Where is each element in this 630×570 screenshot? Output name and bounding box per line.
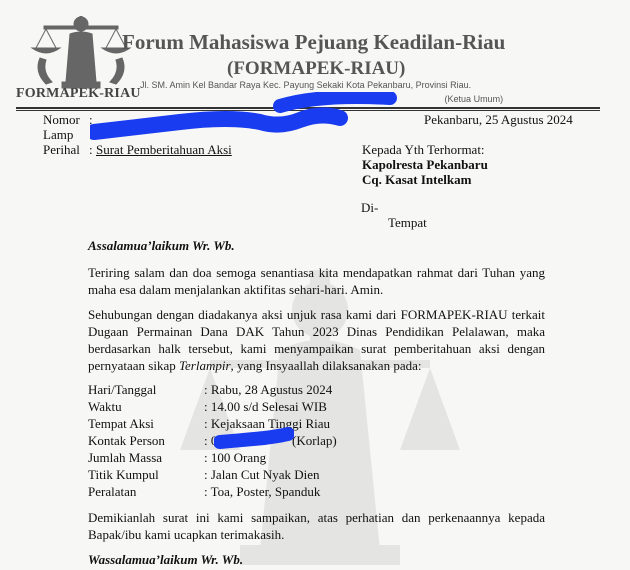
lamp-label: Lamp: [43, 127, 74, 142]
greeting: Assalamua’laikum Wr. Wb.: [88, 238, 235, 253]
detail-value: : Toa, Poster, Spanduk: [204, 484, 321, 499]
justice-statue-icon: [26, 8, 136, 92]
detail-label: Tempat Aksi: [88, 416, 154, 431]
paragraph-purpose: Sehubungan dengan diadakanya aksi unjuk rasa kami dari FORMAPEK-RIAU terkait Dugaan Permainan Dana DAK Tahun 2023 Dinas Pendidikan Pelalawan, maka berdasarkan halk tersebut, kami menyampaikan surat pemberitahuan aksi dengan pernyataan sikap Terlampir, yang Insyaallah dilaksanakan pada:: [88, 307, 545, 373]
closing-greeting: Wassalamua’laikum Wr. Wb.: [88, 552, 244, 567]
recipient-tempat: Tempat: [388, 215, 427, 230]
org-name: Forum Mahasiswa Pejuang Keadilan-Riau: [122, 30, 506, 54]
detail-value: : Rabu, 28 Agustus 2024: [204, 382, 333, 397]
nomor-colon: :: [89, 112, 93, 127]
perihal-colon: :: [89, 142, 93, 157]
detail-value: : 100 Orang: [204, 450, 267, 465]
org-address: Jl. SM. Amin Kel Bandar Raya Kec. Payung Sekaki Kota Pekanbaru, Provinsi Riau.: [140, 80, 472, 90]
paragraph-closing: Demikianlah surat ini kami sampaikan, atas perhatian dan perkenaannya kepada Bapak/ibu kami ucapkan terimakasih.: [88, 510, 545, 542]
perihal-value: Surat Pemberitahuan Aksi: [96, 142, 232, 157]
recipient-name: Kapolresta Pekanbaru: [362, 157, 488, 172]
detail-label: Hari/Tanggal: [88, 382, 157, 397]
detail-label: Jumlah Massa: [88, 450, 163, 465]
recipient-di: Di-: [361, 200, 379, 215]
letter-date: Pekanbaru, 25 Agustus 2024: [424, 112, 573, 127]
lamp-colon: :: [89, 127, 93, 142]
org-phone: Telepon: 08 (Ketua Umum): [310, 94, 504, 104]
detail-label: Waktu: [88, 399, 122, 414]
detail-suffix: (Korlap): [292, 433, 337, 448]
detail-value: : 14.00 s/d Selesai WIB: [204, 399, 327, 414]
detail-value: : 08: [204, 433, 224, 448]
paragraph-opening: Teriring salam dan doa semoga senantiasa kita mendapatkan rahmat dari Tuhan yang maha esa dalam menjalankan aktifitas sehari-hari. Amin.: [88, 265, 545, 297]
detail-label: Titik Kumpul: [88, 467, 159, 482]
detail-value: : Jalan Cut Nyak Dien: [204, 467, 320, 482]
logo-text: FORMAPEK-RIAU: [16, 86, 141, 101]
redaction-mark: [90, 92, 430, 142]
perihal-label: Perihal: [43, 142, 80, 157]
recipient-salutation: Kepada Yth Terhormat:: [362, 142, 485, 157]
detail-label: Peralatan: [88, 484, 137, 499]
detail-label: Kontak Person: [88, 433, 165, 448]
redaction-mark: [214, 426, 294, 452]
recipient-cq: Cq. Kasat Intelkam: [362, 172, 472, 187]
detail-value: : Kejaksaan Tinggi Riau: [204, 416, 331, 431]
nomor-label: Nomor: [43, 112, 80, 127]
org-abbr: (FORMAPEK-RIAU): [227, 58, 406, 79]
